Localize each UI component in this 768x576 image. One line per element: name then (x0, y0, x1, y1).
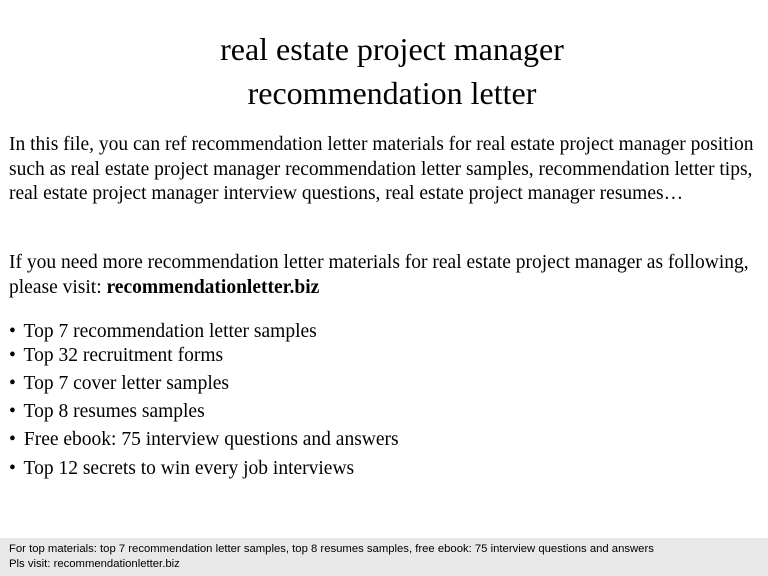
bullet-marker: • (9, 429, 16, 450)
bullet-marker: • (9, 345, 16, 366)
intro-paragraph: In this file, you can ref recommendation letter materials for real estate project manager position such as real estate project manager recommendation letter samples, recommendation letter tips, real estate project manager interview questions, real estate project manager resumes… (9, 134, 754, 204)
bullet-item (9, 400, 205, 424)
bullet-text: Top 32 recruitment forms (23, 345, 224, 366)
footer-bar (0, 538, 768, 576)
visit-paragraph (9, 251, 761, 300)
title-line-1: real estate project manager (220, 31, 564, 67)
bullet-text: Top 8 resumes samples (23, 401, 205, 422)
bullet-item (9, 372, 229, 396)
bullet-item (9, 457, 354, 481)
visit-text: If you need more recommendation letter materials for real estate project manager as following, please visit: (9, 252, 749, 298)
bullet-marker: • (9, 321, 16, 342)
bullet-item (9, 428, 399, 452)
bullet-item (9, 344, 223, 368)
visit-link[interactable]: recommendationletter.biz (106, 276, 320, 298)
bullet-text: Free ebook: 75 interview questions and answers (23, 429, 399, 450)
bullet-marker: • (9, 373, 16, 394)
bullet-marker: • (9, 458, 16, 479)
bullet-text: Top 7 cover letter samples (23, 373, 230, 394)
bullet-text: Top 12 secrets to win every job interviews (23, 458, 355, 479)
bullet-item (9, 320, 317, 344)
bullet-marker: • (9, 401, 16, 422)
bullet-text: Top 7 recommendation letter samples (23, 321, 317, 342)
footer-line-2[interactable]: Pls visit: recommendationletter.biz (9, 558, 180, 570)
footer-line-1: For top materials: top 7 recommendation letter samples, top 8 resumes samples, free ebook: 75 interview questions and answers (9, 543, 654, 555)
title-line-2: recommendation letter (247, 75, 537, 111)
